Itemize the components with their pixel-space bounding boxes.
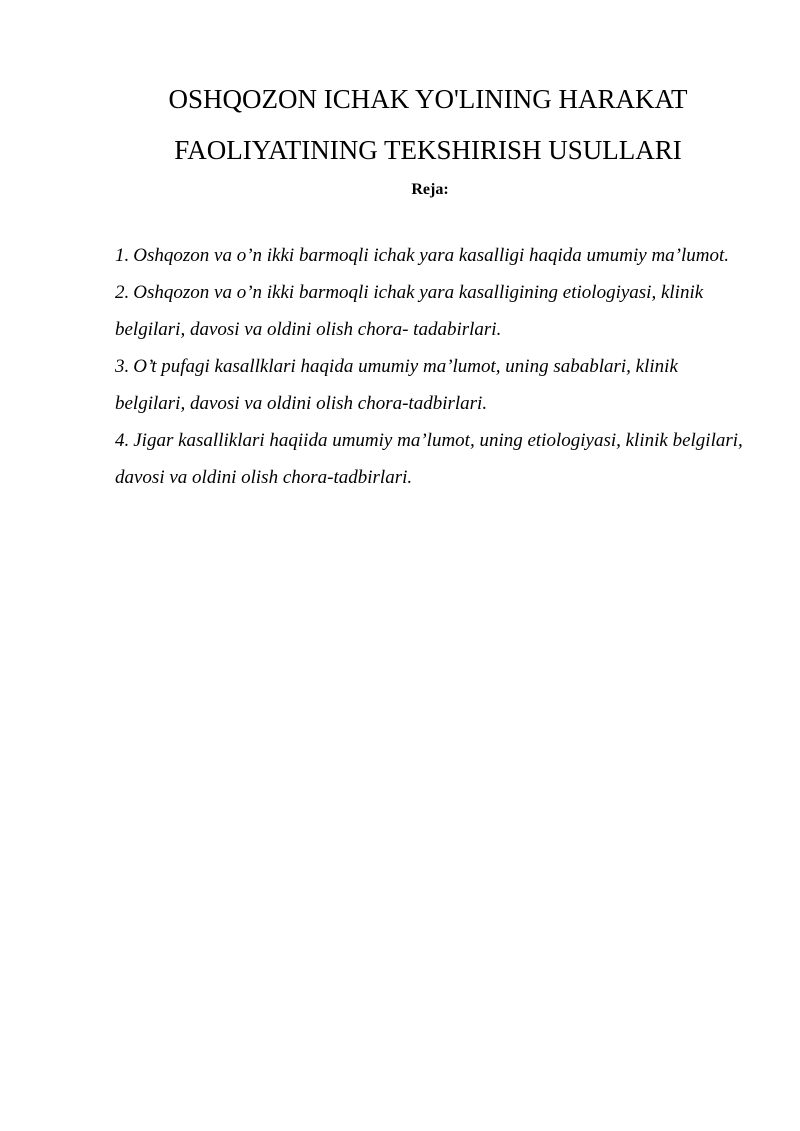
plan-item-2 <box>115 274 745 348</box>
plan-item-3 <box>115 348 745 422</box>
plan-item-text: Oshqozon va o’n ikki barmoqli ichak yara kasalligi haqida umumiy ma’lumot. <box>133 245 730 266</box>
plan-item-text: O’t pufagi kasallklari haqida umumiy ma’lumot, uning sabablari, klinik belgilari, davosi va oldini olish chora-tadbirlari. <box>115 356 678 414</box>
title-line-1: OSHQOZON ICHAK YO'LINING HARAKAT <box>168 84 688 114</box>
plan-item-number: 1. <box>115 245 130 266</box>
plan-item-text: Oshqozon va o’n ikki barmoqli ichak yara kasalligining etiologiyasi, klinik belgilari, davosi va oldini olish chora- tadabirlari. <box>115 282 704 340</box>
plan-item-1 <box>115 237 745 274</box>
plan-item-text: Jigar kasalliklari haqiida umumiy ma’lumot, uning etiologiyasi, klinik belgilari, davosi va oldini olish chora-tadbirlari. <box>115 430 743 488</box>
document-title <box>120 74 736 176</box>
plan-heading: Reja: <box>411 181 449 198</box>
plan-item-4 <box>115 422 745 496</box>
plan-item-number: 3. <box>115 356 130 377</box>
plan-item-number: 2. <box>115 282 130 303</box>
title-line-2: FAOLIYATINING TEKSHIRISH USULLARI <box>174 135 682 165</box>
plan-item-number: 4. <box>115 430 130 451</box>
plan-list <box>115 237 745 496</box>
